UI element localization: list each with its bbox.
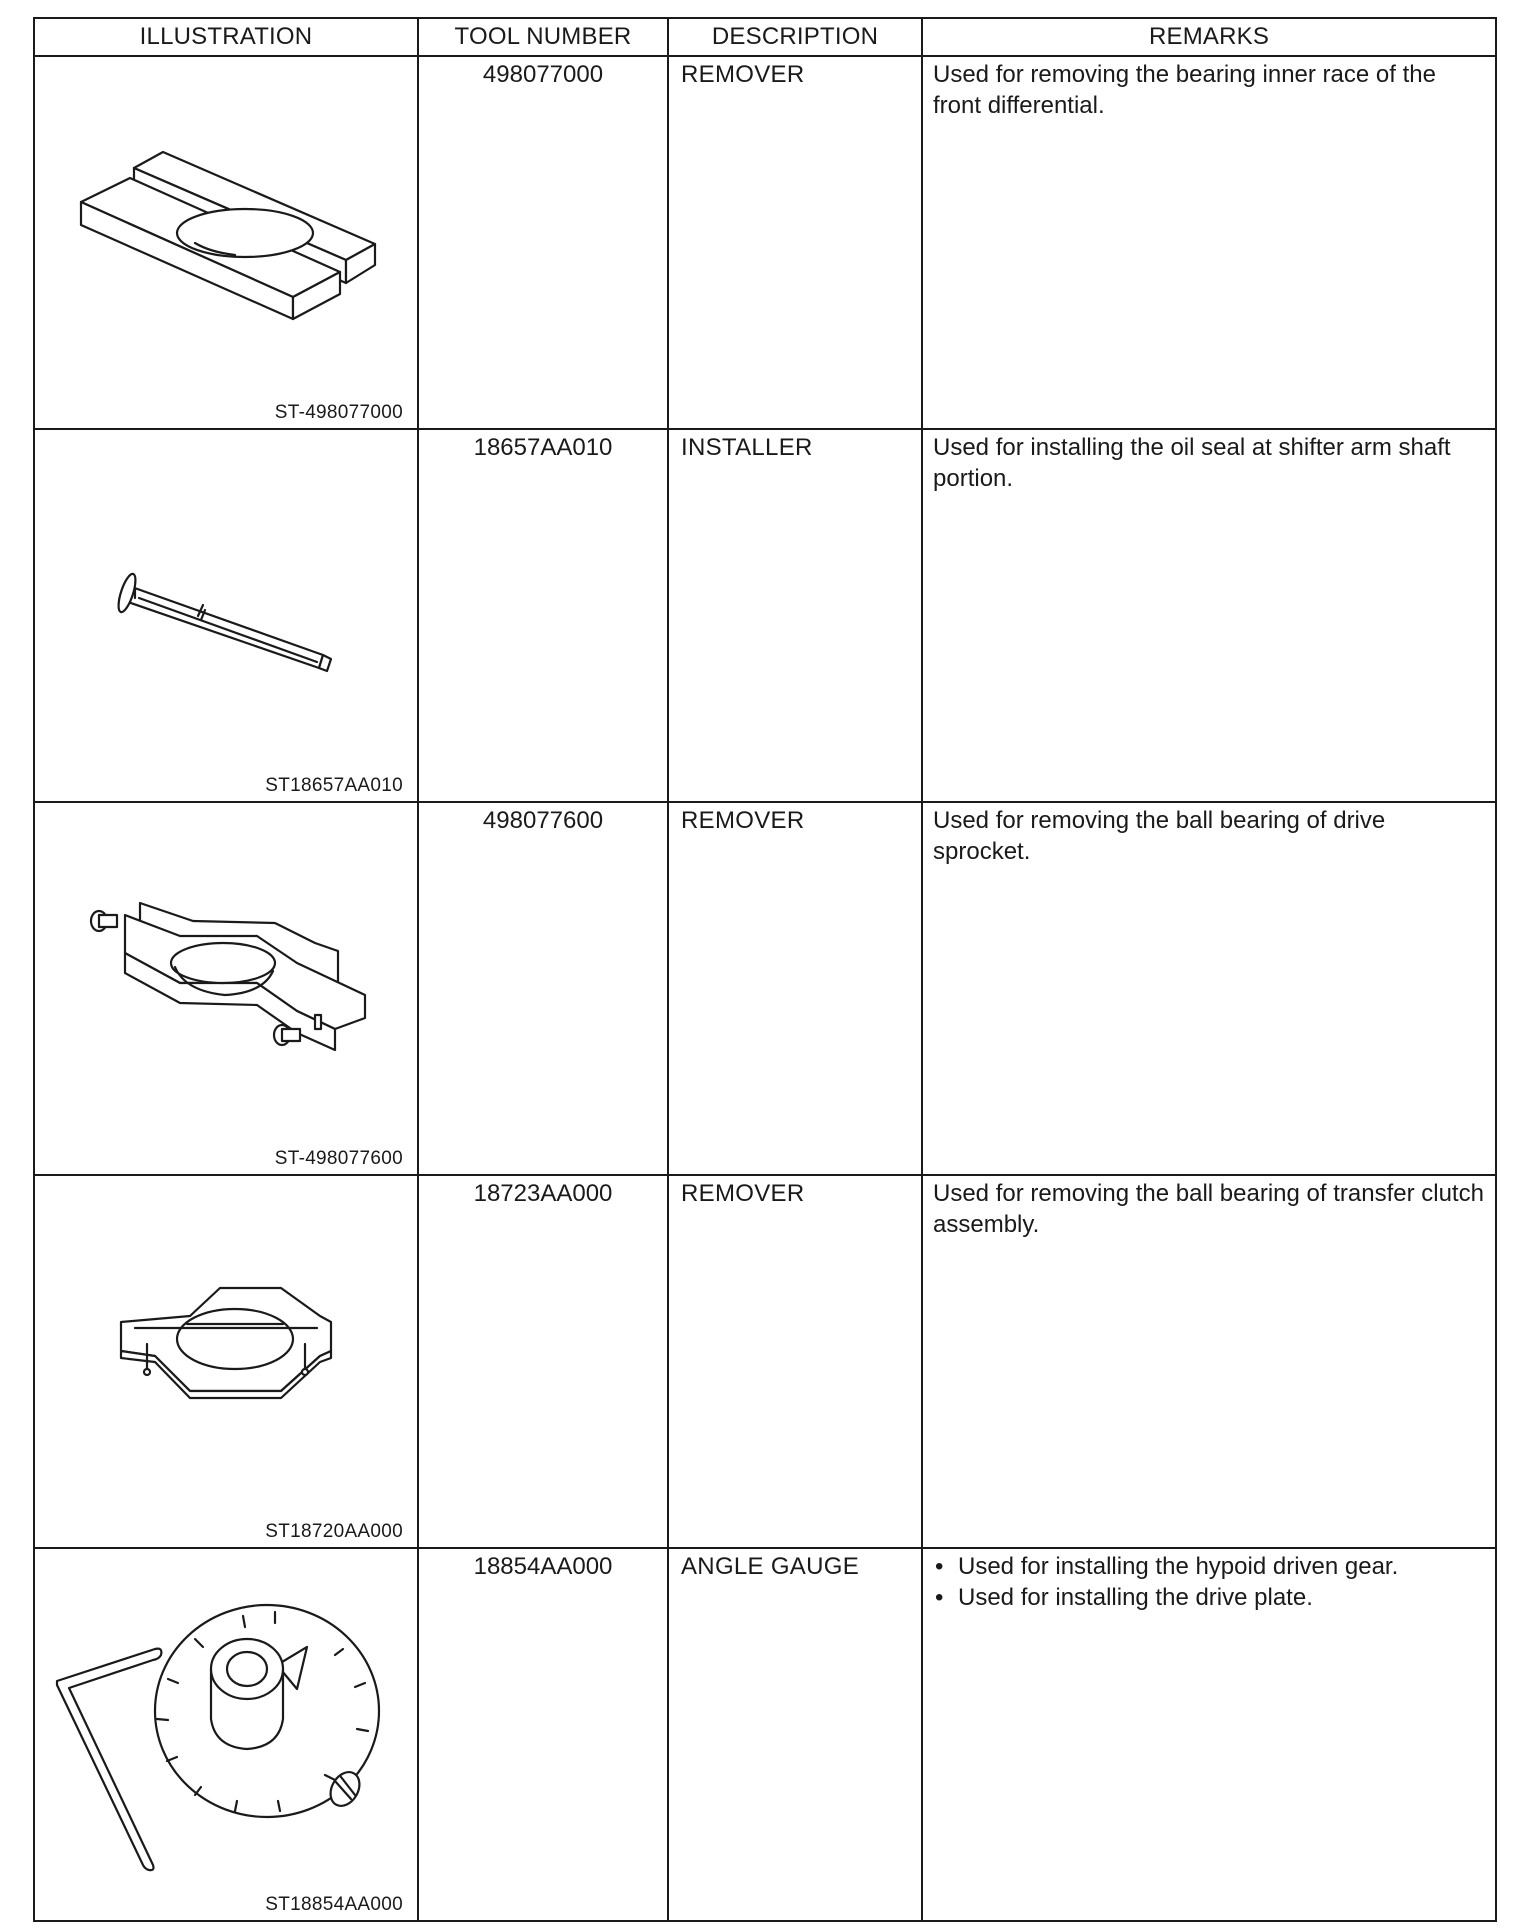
illustration-code: ST-498077000	[274, 402, 403, 423]
table-row	[34, 1175, 1496, 1548]
tool-description: ANGLE GAUGE	[668, 1548, 922, 1921]
tool-remarks	[922, 1548, 1496, 1921]
tool-description: REMOVER	[668, 802, 922, 1175]
tool-remarks: Used for removing the bearing inner race of the front differential.	[922, 56, 1496, 429]
header-row	[34, 18, 1496, 56]
illustration-code: ST-498077600	[274, 1148, 403, 1169]
table-row	[34, 56, 1496, 429]
split-remover-block-icon	[35, 57, 415, 397]
tool-number: 18723AA000	[418, 1175, 668, 1548]
list-item: • Used for installing the drive plate.	[933, 1582, 1485, 1613]
tool-number: 498077600	[418, 802, 668, 1175]
header-illustration: ILLUSTRATION	[34, 18, 418, 56]
tool-description: REMOVER	[668, 56, 922, 429]
table-row	[34, 429, 1496, 802]
header-remarks: REMARKS	[922, 18, 1496, 56]
tool-remarks: Used for installing the oil seal at shifter arm shaft portion.	[922, 429, 1496, 802]
tool-number: 498077000	[418, 56, 668, 429]
illustration-cell	[34, 429, 418, 802]
header-tool-number: TOOL NUMBER	[418, 18, 668, 56]
remarks-list	[933, 1551, 1485, 1613]
installer-pin-icon	[35, 430, 415, 770]
table-row	[34, 802, 1496, 1175]
illustration-code: ST18720AA000	[265, 1521, 403, 1542]
table-row	[34, 1548, 1496, 1921]
list-item: • Used for installing the hypoid driven gear.	[933, 1551, 1485, 1582]
illustration-code: ST18854AA000	[265, 1894, 403, 1915]
illustration-cell	[34, 802, 418, 1175]
tool-remarks: Used for removing the ball bearing of drive sprocket.	[922, 802, 1496, 1175]
illustration-cell	[34, 1175, 418, 1548]
angle-gauge-icon	[35, 1549, 415, 1889]
tool-number: 18854AA000	[418, 1548, 668, 1921]
illustration-cell	[34, 56, 418, 429]
illustration-code: ST18657AA010	[265, 775, 403, 796]
special-tools-table	[33, 17, 1497, 1922]
split-bearing-remover-icon	[35, 803, 415, 1143]
tool-remarks: Used for removing the ball bearing of transfer clutch assembly.	[922, 1175, 1496, 1548]
header-description: DESCRIPTION	[668, 18, 922, 56]
bearing-puller-plate-icon	[35, 1176, 415, 1516]
illustration-cell	[34, 1548, 418, 1921]
tool-description: REMOVER	[668, 1175, 922, 1548]
tool-number: 18657AA010	[418, 429, 668, 802]
tool-description: INSTALLER	[668, 429, 922, 802]
